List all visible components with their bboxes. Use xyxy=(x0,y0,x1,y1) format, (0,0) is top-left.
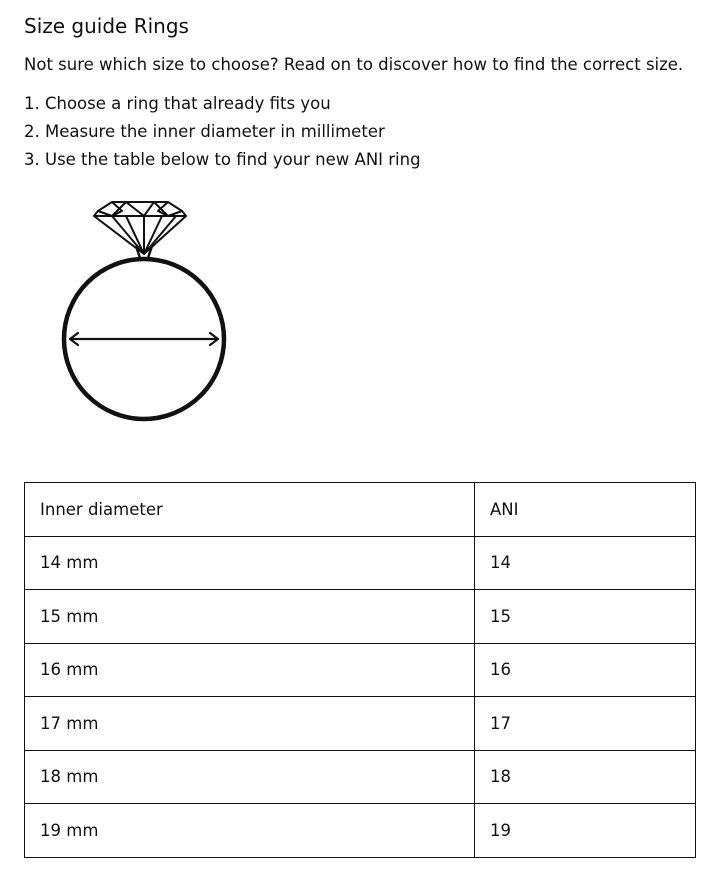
ring-diameter-icon xyxy=(58,196,230,426)
diameter-arrow xyxy=(70,333,218,345)
cell-ani-size: 19 xyxy=(475,804,696,858)
cell-ani-size: 18 xyxy=(475,750,696,804)
cell-diameter: 16 mm xyxy=(25,643,475,697)
diamond-icon xyxy=(94,202,186,254)
cell-diameter: 19 mm xyxy=(25,804,475,858)
table-row xyxy=(25,697,696,751)
step-3: 3. Use the table below to find your new ANI ring xyxy=(24,150,421,169)
instruction-list xyxy=(24,90,421,174)
intro-text: Not sure which size to choose? Read on to discover how to find the correct size. xyxy=(24,55,684,74)
cell-ani-size: 15 xyxy=(475,590,696,644)
table-row xyxy=(25,590,696,644)
cell-diameter: 14 mm xyxy=(25,536,475,590)
step-2: 2. Measure the inner diameter in millimeter xyxy=(24,122,385,141)
header-ani: ANI xyxy=(475,483,696,537)
cell-diameter: 17 mm xyxy=(25,697,475,751)
step-1: 1. Choose a ring that already fits you xyxy=(24,94,331,113)
cell-diameter: 15 mm xyxy=(25,590,475,644)
table-row xyxy=(25,643,696,697)
cell-diameter: 18 mm xyxy=(25,750,475,804)
cell-ani-size: 14 xyxy=(475,536,696,590)
table-row xyxy=(25,804,696,858)
table-row xyxy=(25,536,696,590)
header-inner-diameter: Inner diameter xyxy=(25,483,475,537)
page-title: Size guide Rings xyxy=(24,14,189,38)
size-table xyxy=(24,482,696,858)
table-header-row xyxy=(25,483,696,537)
cell-ani-size: 17 xyxy=(475,697,696,751)
table-row xyxy=(25,750,696,804)
cell-ani-size: 16 xyxy=(475,643,696,697)
